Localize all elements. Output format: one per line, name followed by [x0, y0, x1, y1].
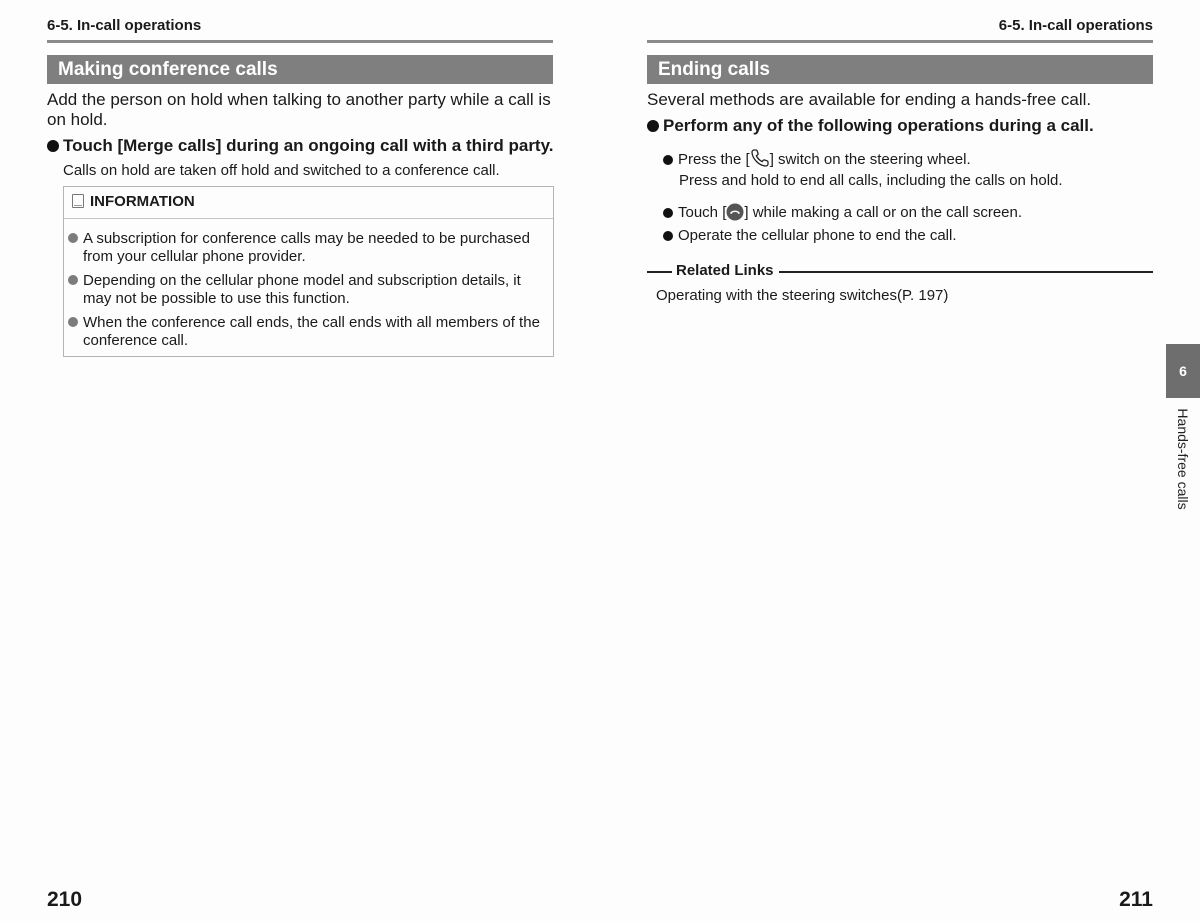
method-touch-end — [663, 203, 1022, 226]
bullet-icon — [663, 231, 673, 241]
method-press-switch — [663, 148, 971, 173]
section-title: Making conference calls — [47, 55, 553, 84]
page-number: 210 — [47, 888, 83, 911]
bullet-icon — [663, 155, 673, 165]
section-intro: Add the person on hold when talking to another party while a call is on hold. — [47, 90, 551, 129]
bullet-icon — [68, 275, 78, 285]
method-note: Press and hold to end all calls, including the calls on hold. — [679, 172, 1063, 189]
running-header: 6-5. In-call operations — [998, 17, 1153, 34]
step-instruction — [647, 116, 1094, 136]
bullet-icon — [68, 317, 78, 327]
info-item-text: Depending on the cellular phone model and subscription details, it may not be possible to use this function. — [83, 272, 521, 307]
page-number: 211 — [1119, 888, 1153, 911]
header-rule — [647, 40, 1153, 43]
book-icon — [72, 194, 84, 208]
running-header: 6-5. In-call operations — [47, 17, 202, 34]
info-item-text: A subscription for conference calls may be needed to be purchased from your cellular phone provider. — [83, 230, 530, 265]
method-text: Touch [ — [678, 204, 727, 221]
bullet-icon — [68, 233, 78, 243]
right-page — [600, 0, 1200, 921]
header-rule — [47, 40, 553, 43]
end-call-icon — [726, 203, 744, 226]
method-text: Press the [ — [678, 151, 750, 168]
related-link[interactable]: Operating with the steering switches(P. 197) — [656, 287, 949, 304]
related-links-rule — [647, 271, 672, 273]
method-cellular — [663, 227, 957, 245]
step-instruction — [47, 136, 554, 156]
bullet-icon — [663, 208, 673, 218]
step-note: Calls on hold are taken off hold and switched to a conference call. — [63, 162, 500, 179]
info-item — [68, 272, 548, 308]
info-item — [68, 230, 548, 266]
section-title: Ending calls — [647, 55, 1153, 84]
information-title: INFORMATION — [90, 193, 195, 210]
method-text: ] switch on the steering wheel. — [769, 151, 971, 168]
info-item — [68, 314, 548, 350]
section-intro: Several methods are available for ending a hands-free call. — [647, 90, 1092, 109]
phone-icon — [750, 148, 770, 173]
bullet-icon — [647, 120, 659, 132]
information-box — [63, 186, 554, 357]
related-links-heading — [647, 262, 1153, 280]
related-links-rule — [779, 271, 1153, 273]
bullet-icon — [47, 140, 59, 152]
step-text: Touch [Merge calls] during an ongoing call with a third party. — [63, 136, 554, 155]
method-text: Operate the cellular phone to end the call. — [678, 227, 957, 244]
info-item-text: When the conference call ends, the call ends with all members of the conference call. — [83, 314, 540, 349]
step-text: Perform any of the following operations during a call. — [663, 116, 1094, 135]
information-header — [64, 187, 553, 219]
chapter-tab-label: Hands-free calls — [1175, 408, 1191, 510]
method-text: ] while making a call or on the call screen. — [744, 204, 1023, 221]
chapter-tab[interactable]: 6 — [1166, 344, 1200, 398]
related-links-label: Related Links — [676, 262, 774, 279]
